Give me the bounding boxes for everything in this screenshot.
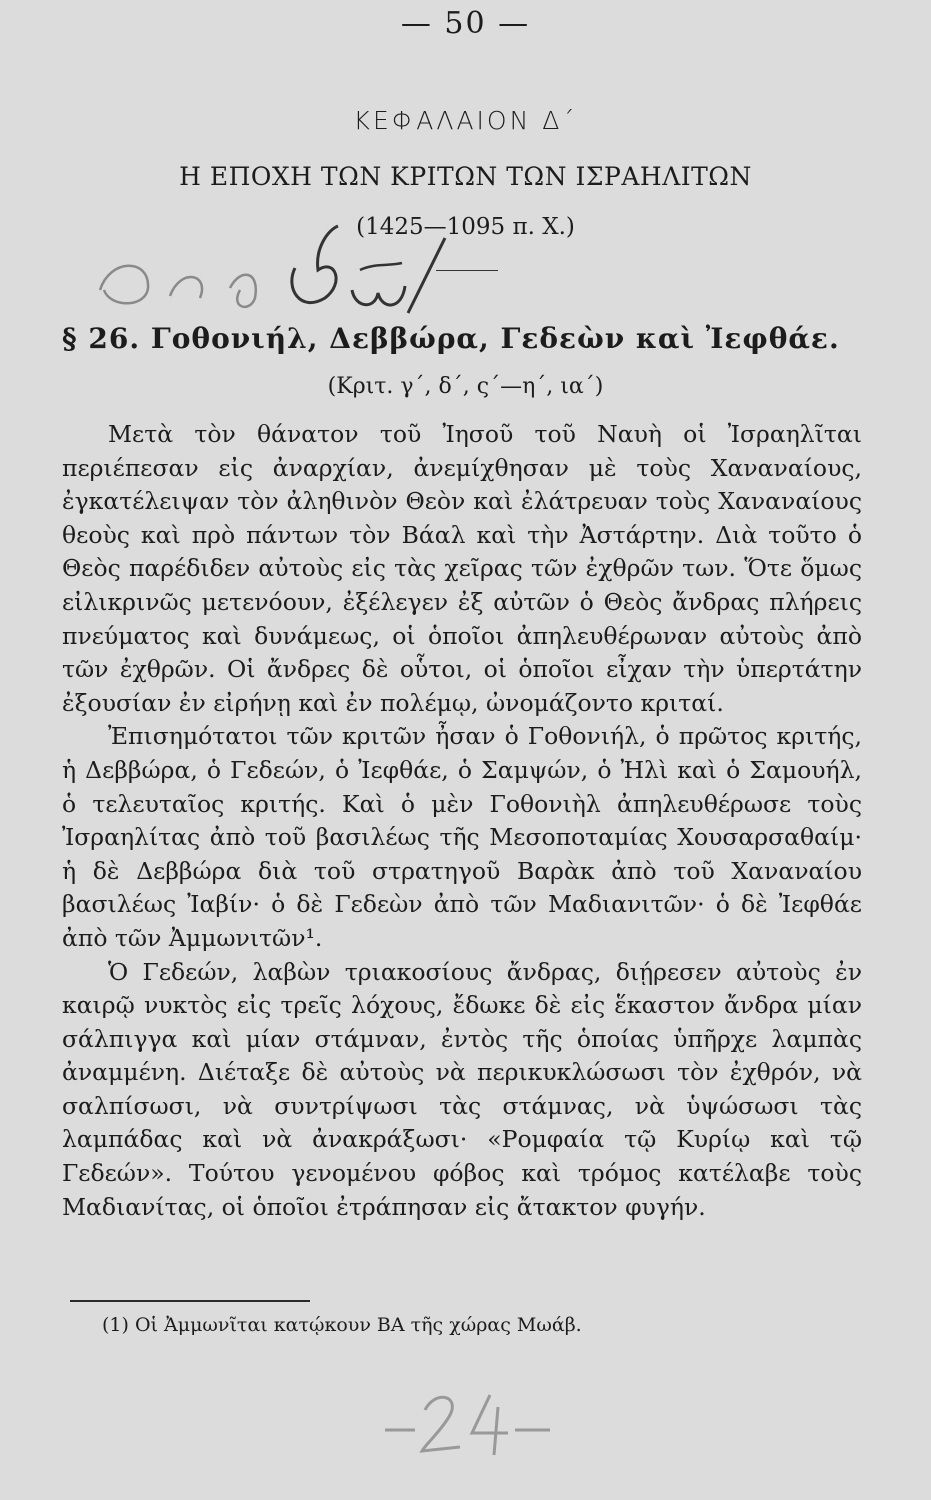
chapter-title: ΚΕΦΑΛΑΙΟΝ Δ΄	[353, 106, 578, 135]
paragraph: Ὁ Γεδεών, λαβὼν τριακοσίους ἄνδρας, διῄρεσεν αὐτοὺς ἐν καιρῷ νυκτὸς εἰς τρεῖς λόχους, ἔδωκε δὲ εἰς ἕκαστον ἄνδρα μίαν σάλπιγγα καὶ μίαν στάμναν, ἐντὸς τῆς ὁποίας ὑπῆρχε λαμπὰς ἀναμμένη. Διέταξε δὲ αὐτοὺς νὰ περικυκλώσωσι τὸν ἐχθρόν, νὰ σαλπίσωσι, νὰ συντρίψωσι τὰς στάμνας, νὰ ὑψώσωσι τὰς λαμπάδας καὶ νὰ ἀνακράξωσι· «Ρομφαία τῷ Κυρίῳ καὶ τῷ Γεδεών». Τούτου γενομένου φόβος καὶ τρόμος κατέλαβε τοὺς Μαδιανίτας, οἱ ὁποῖοι ἐτράπησαν εἰς ἄτακτον φυγήν.	[62, 957, 862, 1221]
paragraph: Μετὰ τὸν θάνατον τοῦ Ἰησοῦ τοῦ Ναυὴ οἱ Ἰσραηλῖται περιέπεσαν εἰς ἀναρχίαν, ἀνεμίχθησαν μὲ τοὺς Χαναναίους, ἐγκατέλειψαν τὸν ἀληθινὸν Θεὸν καὶ ἐλάτρευαν τοὺς Χαναναίους θεοὺς καὶ πρὸ πάντων τὸν Βάαλ καὶ τὴν Ἀστάρτην. Διὰ τοῦτο ὁ Θεὸς παρέδιδεν αὐτοὺς εἰς τὰς χεῖρας τῶν ἐχθρῶν των. Ὅτε ὅμως εἰλικρινῶς μετενόουν, ἐξέλεγεν ἐξ αὐτῶν ὁ Θεὸς ἄνδρας πλήρεις πνεύματος καὶ δυνάμεως, οἱ ὁποῖοι ἀπηλευθέρωναν αὐτοὺς ἀπὸ τῶν ἐχθρῶν. Οἱ ἄνδρες δὲ οὗτοι, οἱ ὁποῖοι εἶχαν τὴν ὑπερτάτην ἐξουσίαν ἐν εἰρήνῃ καὶ ἐν πολέμῳ, ὠνομάζοντο κριταί.	[62, 420, 862, 717]
paragraph: Ἐπισημότατοι τῶν κριτῶν ἦσαν ὁ Γοθονιήλ, ὁ πρῶτος κριτής, ἡ Δεββώρα, ὁ Γεδεών, ὁ Ἰεφθάε, ὁ Σαμψών, ὁ Ἠλὶ καὶ ὁ Σαμουήλ, ὁ τελευταῖος κριτής. Καὶ ὁ μὲν Γοθονιὴλ ἀπηλευθέρωσε τοὺς Ἰσραηλίτας ἀπὸ τοῦ βασιλέως τῆς Μεσοποταμίας Χουσαρσαθαίμ· ἡ δὲ Δεββώρα διὰ τοῦ στρατηγοῦ Βαρὰκ ἀπὸ τοῦ Χαναναίου βασιλέως Ἰαβίν· ὁ δὲ Γεδεὼν ἀπὸ τῶν Μαδιανιτῶν· ὁ δὲ Ἰεφθάε ἀπὸ τῶν Ἀμμωνιτῶν¹.	[62, 722, 862, 952]
handwritten-annotation-bottom	[380, 1385, 560, 1465]
date-range: (1425—1095 π. Χ.)	[356, 214, 575, 240]
page-number: — 50 —	[400, 6, 531, 41]
footnote-divider	[70, 1300, 310, 1302]
divider-rule	[436, 270, 498, 271]
footnote: (1) Οἱ Ἀμμωνῖται κατῴκουν ΒΑ τῆς χώρας Μωάβ.	[102, 1314, 582, 1336]
section-heading: § 26. Γοθονιήλ, Δεββώρα, Γεδεὼν καὶ Ἰεφθάε.	[62, 322, 840, 355]
chapter-subtitle: Η ΕΠΟΧΗ ΤΩΝ ΚΡΙΤΩΝ ΤΩΝ ΙΣΡΑΗΛΙΤΩΝ	[179, 162, 752, 191]
scripture-references: (Κριτ. γ΄, δ΄, ς΄—η΄, ια΄)	[327, 374, 604, 399]
body-text	[62, 418, 862, 1224]
